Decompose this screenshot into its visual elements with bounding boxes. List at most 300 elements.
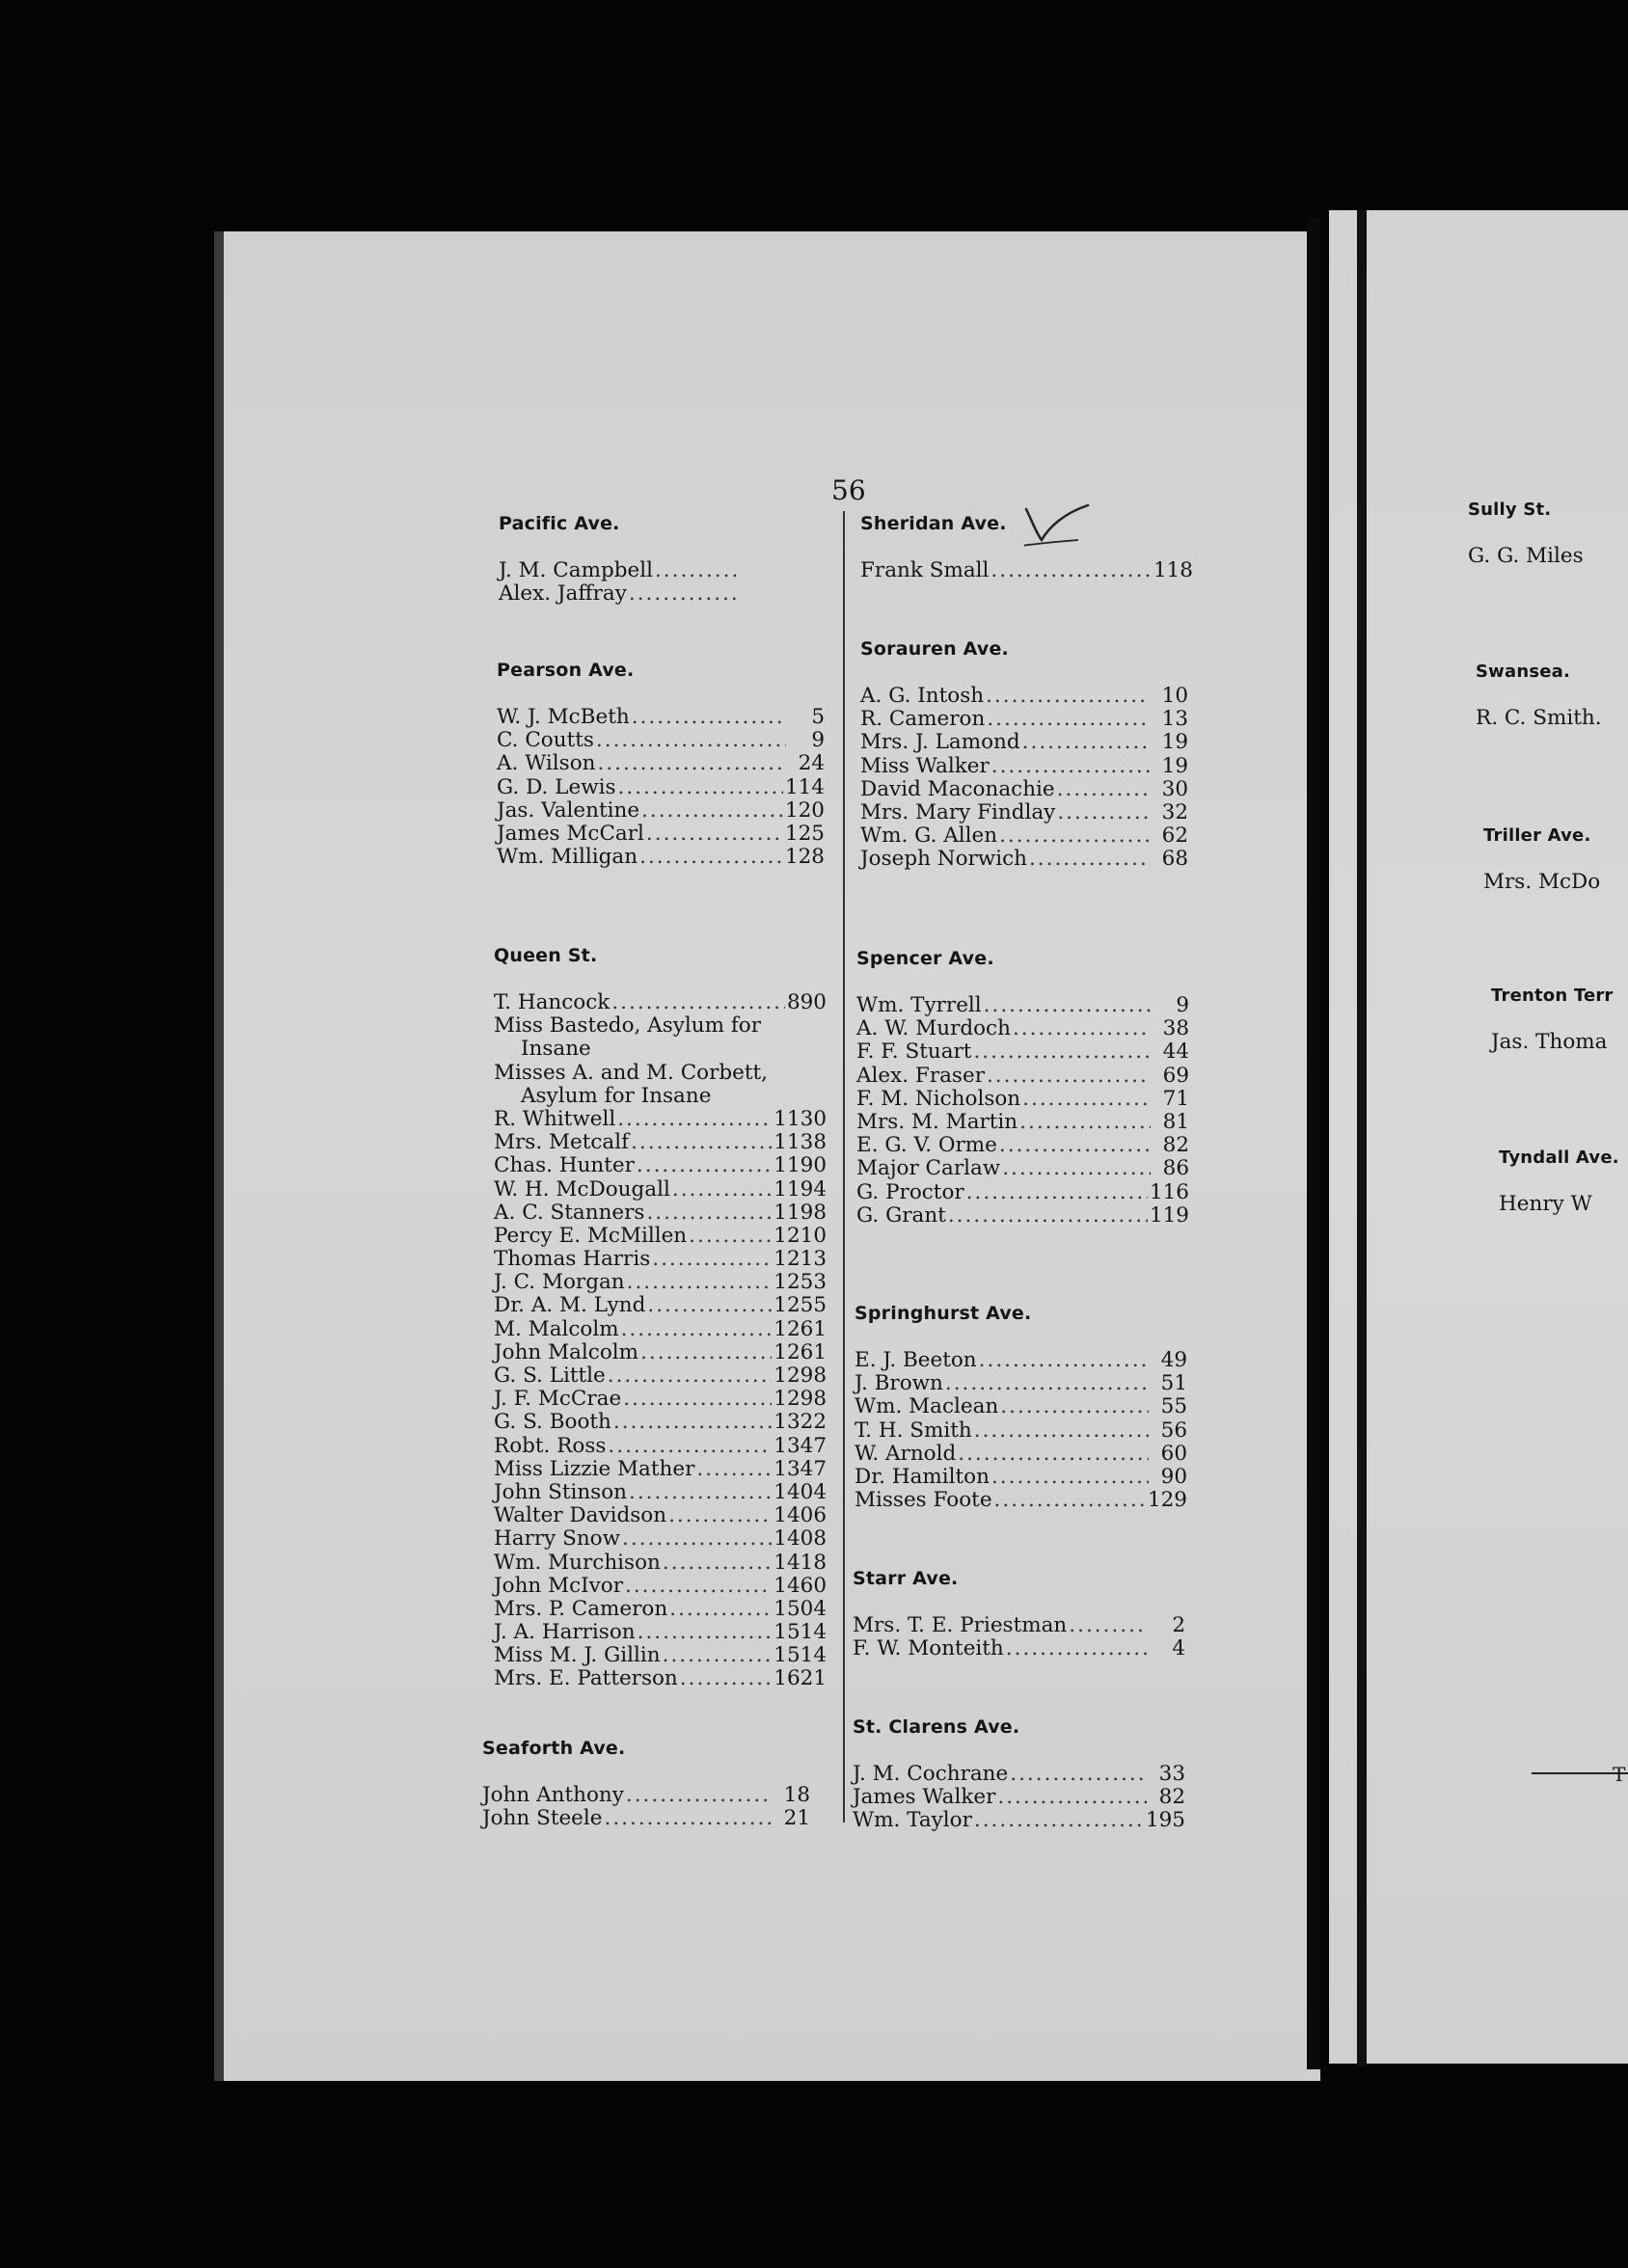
- directory-entry: [494, 1294, 827, 1317]
- right-page: [1329, 210, 1628, 2064]
- house-number: 24: [798, 751, 825, 776]
- directory-entry: [494, 1178, 827, 1202]
- resident-name: W. Arnold: [855, 1441, 957, 1466]
- street-heading: Springhurst Ave.: [855, 1303, 1032, 1324]
- directory-entry: [494, 1388, 827, 1411]
- directory-entry: [1491, 1031, 1628, 1054]
- resident-name: Miss Walker: [860, 753, 990, 778]
- directory-entry: [494, 1318, 827, 1341]
- house-number: 1504: [773, 1596, 827, 1621]
- resident-name: C. Coutts: [497, 728, 594, 753]
- resident-name: F. W. Monteith: [853, 1636, 1004, 1661]
- resident-name: G. S. Booth: [494, 1410, 611, 1435]
- leader-dots: [608, 1435, 772, 1458]
- directory-entry: [497, 846, 825, 869]
- leader-dots: [1057, 801, 1150, 824]
- leader-dots: [613, 1411, 772, 1434]
- house-number: 30: [1161, 776, 1188, 801]
- directory-entry: [1499, 1193, 1628, 1216]
- street-section: [856, 948, 1189, 1228]
- leader-dots: [974, 1809, 1144, 1832]
- directory-entry: [494, 1062, 827, 1085]
- directory-entry: [494, 1085, 827, 1108]
- house-number: 69: [1162, 1063, 1189, 1088]
- house-number: [742, 559, 778, 582]
- directory-entry: [497, 706, 825, 729]
- directory-entry: [860, 778, 1188, 801]
- directory-entry: [855, 1443, 1187, 1466]
- leader-dots: [680, 1667, 773, 1690]
- resident-name: Percy E. McMillen: [494, 1223, 688, 1248]
- house-number: 1460: [773, 1573, 827, 1598]
- house-number: 32: [1161, 799, 1188, 824]
- house-number: 1194: [773, 1176, 827, 1202]
- leader-dots: [621, 1318, 773, 1341]
- house-number: 1406: [773, 1503, 827, 1528]
- resident-name: R. Cameron: [860, 707, 986, 732]
- leader-dots: [623, 1388, 772, 1411]
- house-number: 19: [1161, 730, 1188, 755]
- resident-name: Insane: [521, 1037, 591, 1062]
- directory-entry: [856, 1065, 1189, 1088]
- directory-entry: [494, 1341, 827, 1364]
- resident-name: Miss Bastedo, Asylum for: [494, 1013, 762, 1039]
- resident-name: John Malcolm: [494, 1339, 639, 1364]
- house-number: 1213: [773, 1247, 827, 1272]
- resident-name: W. J. McBeth: [497, 705, 630, 729]
- house-number: 82: [1158, 1785, 1185, 1810]
- house-number: 1404: [773, 1479, 827, 1504]
- house-number: 129: [1147, 1488, 1187, 1513]
- leader-dots: [1069, 1614, 1147, 1637]
- resident-name: John Steele: [482, 1806, 603, 1831]
- street-heading: Triller Ave.: [1483, 825, 1591, 846]
- resident-name: A. Wilson: [497, 751, 596, 776]
- directory-entry: [494, 991, 827, 1014]
- street-heading: Spencer Ave.: [856, 948, 994, 969]
- resident-name: G. D. Lewis: [497, 774, 616, 799]
- directory-entry: [1476, 707, 1628, 730]
- street-section: [1491, 986, 1628, 1054]
- house-number: 21: [783, 1806, 810, 1831]
- directory-entry: [494, 1154, 827, 1177]
- house-number: [790, 1038, 827, 1061]
- house-number: 44: [1162, 1040, 1189, 1065]
- house-number: 2: [1172, 1613, 1185, 1637]
- street-heading: Sheridan Ave.: [860, 513, 1007, 534]
- resident-name: A. G. Intosh: [860, 684, 985, 708]
- directory-entry: [860, 848, 1188, 871]
- leader-dots: [1022, 731, 1150, 754]
- leader-dots: [945, 1372, 1149, 1395]
- street-section: [1468, 500, 1628, 568]
- house-number: 9: [811, 728, 825, 753]
- resident-name: Mrs. T. E. Priestman: [853, 1613, 1068, 1637]
- house-number: 116: [1149, 1179, 1189, 1204]
- page-gutter: [1307, 218, 1320, 2069]
- street-section: [1499, 1148, 1628, 1216]
- resident-name: Mrs. E. Patterson: [494, 1666, 678, 1691]
- directory-entry: [494, 1598, 827, 1621]
- house-number: [790, 1085, 827, 1108]
- house-number: 18: [783, 1783, 810, 1807]
- house-number: 55: [1160, 1394, 1187, 1419]
- directory-entry: [499, 559, 778, 582]
- leader-dots: [999, 824, 1150, 848]
- leader-dots: [1057, 778, 1150, 801]
- resident-name: M. Malcolm: [494, 1316, 619, 1341]
- resident-name: David Maconachie: [860, 776, 1055, 801]
- resident-name: Wm. Taylor: [853, 1808, 972, 1833]
- directory-entry: [494, 1131, 827, 1154]
- street-section: [860, 638, 1188, 872]
- leader-dots: [1010, 1763, 1147, 1786]
- resident-name: Mrs. P. Cameron: [494, 1596, 668, 1621]
- resident-name: G. S. Little: [494, 1364, 606, 1388]
- house-number: 125: [784, 821, 825, 846]
- leader-dots: [1022, 1088, 1151, 1111]
- leader-dots: [638, 1621, 773, 1644]
- street-section: [497, 660, 825, 869]
- house-number: 1347: [773, 1456, 827, 1481]
- leader-dots: [663, 1644, 773, 1667]
- resident-name: J. Brown: [855, 1371, 943, 1396]
- directory-entry: [497, 799, 825, 823]
- directory-entry: [860, 731, 1188, 754]
- leader-dots: [999, 1134, 1151, 1157]
- directory-entry: [482, 1807, 810, 1830]
- leader-dots: [598, 752, 787, 775]
- leader-dots: [593, 1038, 788, 1061]
- directory-entry: [856, 1204, 1189, 1228]
- directory-entry: [856, 994, 1189, 1017]
- house-number: 120: [784, 797, 825, 823]
- leader-dots: [984, 994, 1151, 1017]
- resident-name: R. Whitwell: [494, 1106, 616, 1131]
- house-number: 13: [1161, 707, 1188, 732]
- resident-name: G. G. Miles: [1468, 544, 1584, 568]
- house-number: 38: [1162, 1016, 1189, 1041]
- leader-dots: [611, 991, 785, 1014]
- directory-entry: [855, 1466, 1187, 1489]
- street-heading: Trenton Terr: [1491, 986, 1614, 1006]
- house-number: 5: [811, 705, 825, 729]
- directory-entry: [860, 708, 1188, 731]
- resident-name: Misses Foote: [855, 1488, 992, 1513]
- house-number: 10: [1161, 684, 1188, 708]
- column-divider: [843, 511, 845, 1822]
- resident-name: Chas. Hunter: [494, 1153, 635, 1178]
- house-number: 81: [1162, 1109, 1189, 1134]
- leader-dots: [987, 708, 1150, 731]
- house-number: 51: [1160, 1371, 1187, 1396]
- house-number: 1130: [773, 1106, 827, 1131]
- directory-entry: [860, 824, 1188, 848]
- street-heading: Tyndall Ave.: [1499, 1148, 1619, 1168]
- resident-name: Jas. Valentine: [497, 797, 640, 823]
- directory-entry: [482, 1784, 810, 1807]
- footer-fragment: T: [1613, 1763, 1626, 1786]
- leader-dots: [948, 1204, 1148, 1228]
- leader-dots: [994, 1489, 1146, 1512]
- page-number: 56: [831, 474, 866, 506]
- leader-dots: [1029, 848, 1150, 871]
- house-number: 19: [1161, 753, 1188, 778]
- resident-name: Walter Davidson: [494, 1503, 667, 1528]
- leader-dots: [647, 1294, 772, 1317]
- house-number: 90: [1160, 1464, 1187, 1489]
- leader-dots: [637, 1154, 772, 1177]
- leader-dots: [1000, 1395, 1149, 1418]
- resident-name: Frank Small: [860, 558, 990, 582]
- leader-dots: [973, 1040, 1151, 1064]
- leader-dots: [974, 1419, 1149, 1443]
- resident-name: Jas. Thoma: [1491, 1030, 1608, 1054]
- street-section: [499, 513, 778, 606]
- directory-entry: [860, 559, 1193, 582]
- resident-name: Asylum for Insane: [521, 1083, 712, 1108]
- directory-entry: [494, 1504, 827, 1527]
- leader-dots: [696, 1458, 772, 1481]
- resident-name: Major Carlaw: [856, 1156, 1001, 1181]
- resident-name: Robt. Ross: [494, 1433, 607, 1458]
- resident-name: J. F. McCrae: [494, 1387, 622, 1412]
- leader-dots: [629, 1481, 772, 1504]
- house-number: 1210: [773, 1223, 827, 1248]
- leader-dots: [655, 559, 740, 582]
- resident-name: G. Grant: [856, 1202, 946, 1228]
- leader-dots: [1006, 1637, 1147, 1660]
- resident-name: G. Proctor: [856, 1179, 964, 1204]
- directory-entry: [494, 1481, 827, 1504]
- resident-name: Wm. Maclean: [855, 1394, 999, 1419]
- house-number: 195: [1145, 1808, 1185, 1833]
- leader-dots: [991, 755, 1150, 778]
- house-number: 1418: [773, 1550, 827, 1575]
- leader-dots: [958, 1443, 1149, 1466]
- directory-entry: [494, 1038, 827, 1061]
- street-heading: Swansea.: [1476, 662, 1571, 682]
- street-section: [482, 1738, 810, 1830]
- house-number: 1198: [773, 1200, 827, 1225]
- resident-name: Wm. G. Allen: [860, 824, 998, 849]
- resident-name: Mrs. Metcalf: [494, 1130, 630, 1155]
- resident-name: Thomas Harris: [494, 1247, 651, 1272]
- street-section: [853, 1568, 1185, 1660]
- leader-dots: [605, 1807, 772, 1830]
- handwritten-checkmark: [1024, 501, 1092, 550]
- directory-entry: [497, 776, 825, 799]
- right-page-edge: [1357, 210, 1367, 2066]
- house-number: 128: [784, 845, 825, 870]
- directory-entry: [494, 1014, 827, 1038]
- house-number: 1261: [773, 1339, 827, 1364]
- resident-name: Mrs. M. Martin: [856, 1109, 1018, 1134]
- resident-name: E. J. Beeton: [855, 1348, 977, 1372]
- directory-entry: [494, 1575, 827, 1598]
- street-section: [1476, 662, 1628, 730]
- directory-entry: [855, 1395, 1187, 1418]
- house-number: 1138: [773, 1130, 827, 1155]
- leader-dots: [618, 776, 783, 799]
- directory-entry: [494, 1667, 827, 1690]
- street-heading: St. Clarens Ave.: [853, 1716, 1020, 1738]
- leader-dots: [979, 1349, 1149, 1372]
- leader-dots: [966, 1181, 1148, 1204]
- resident-name: A. W. Murdoch: [856, 1016, 1011, 1041]
- street-heading: Sully St.: [1468, 500, 1552, 520]
- resident-name: Mrs. McDo: [1483, 870, 1601, 894]
- leader-dots: [713, 1085, 788, 1108]
- street-heading: Sorauren Ave.: [860, 638, 1009, 660]
- house-number: 890: [786, 990, 827, 1014]
- house-number: 71: [1162, 1086, 1189, 1111]
- leader-dots: [663, 1552, 772, 1575]
- resident-name: John McIvor: [494, 1573, 624, 1598]
- leader-dots: [1002, 1157, 1151, 1180]
- resident-name: James Walker: [853, 1785, 996, 1810]
- resident-name: John Stinson: [494, 1479, 628, 1504]
- leader-dots: [629, 582, 740, 606]
- resident-name: Harry Snow: [494, 1526, 621, 1552]
- directory-entry: [855, 1349, 1187, 1372]
- directory-entry: [494, 1435, 827, 1458]
- directory-entry: [856, 1088, 1189, 1111]
- leader-dots: [627, 1271, 773, 1294]
- house-number: 118: [1153, 558, 1193, 582]
- resident-name: Misses A. and M. Corbett,: [494, 1060, 768, 1085]
- house-number: 68: [1161, 847, 1188, 872]
- resident-name: Wm. Milligan: [497, 845, 638, 870]
- directory-entry: [856, 1111, 1189, 1134]
- resident-name: Dr. A. M. Lynd: [494, 1293, 646, 1318]
- leader-dots: [990, 559, 1152, 582]
- directory-entry: [497, 752, 825, 775]
- street-section: [1483, 825, 1628, 894]
- leader-dots: [997, 1786, 1147, 1809]
- directory-entry: [853, 1637, 1185, 1660]
- house-number: 119: [1149, 1202, 1189, 1228]
- resident-name: W. H. McDougall: [494, 1176, 670, 1202]
- resident-name: Dr. Hamilton: [855, 1464, 990, 1489]
- house-number: 1255: [773, 1293, 827, 1318]
- directory-entry: [855, 1419, 1187, 1443]
- resident-name: Miss M. J. Gillin: [494, 1643, 661, 1668]
- leader-dots: [652, 1248, 772, 1271]
- directory-entry: [494, 1621, 827, 1644]
- resident-name: Mrs. Mary Findlay: [860, 799, 1056, 824]
- resident-name: J. A. Harrison: [494, 1620, 636, 1645]
- leader-dots: [1019, 1111, 1151, 1134]
- leader-dots: [596, 729, 786, 752]
- directory-entry: [494, 1248, 827, 1271]
- directory-entry: [494, 1202, 827, 1225]
- house-number: 56: [1160, 1418, 1187, 1443]
- directory-entry: [860, 755, 1188, 778]
- directory-entry: [855, 1372, 1187, 1395]
- street-section: [494, 945, 827, 1691]
- house-number: 9: [1176, 993, 1189, 1017]
- directory-entry: [497, 823, 825, 846]
- resident-name: James McCarl: [497, 821, 644, 846]
- house-number: 62: [1161, 824, 1188, 849]
- resident-name: Miss Lizzie Mather: [494, 1456, 695, 1481]
- directory-entry: [853, 1763, 1185, 1786]
- leader-dots: [646, 1202, 772, 1225]
- street-heading: Seaforth Ave.: [482, 1738, 626, 1759]
- directory-entry: [494, 1552, 827, 1575]
- house-number: 4: [1172, 1636, 1185, 1661]
- leader-dots: [622, 1527, 772, 1551]
- directory-entry: [494, 1225, 827, 1248]
- directory-entry: [494, 1271, 827, 1294]
- leader-dots: [689, 1225, 772, 1248]
- directory-entry: [860, 685, 1188, 708]
- leader-dots: [672, 1178, 772, 1202]
- house-number: 1514: [773, 1643, 827, 1668]
- house-number: 1298: [773, 1364, 827, 1388]
- resident-name: J. M. Campbell: [499, 558, 653, 582]
- directory-entry: [856, 1017, 1189, 1040]
- house-number: 1253: [773, 1270, 827, 1295]
- resident-name: T. H. Smith: [855, 1418, 972, 1443]
- resident-name: Wm. Tyrrell: [856, 993, 982, 1017]
- resident-name: A. C. Stanners: [494, 1200, 645, 1225]
- directory-entry: [853, 1809, 1185, 1832]
- street-heading: Pacific Ave.: [499, 513, 620, 534]
- leader-dots: [631, 1131, 772, 1154]
- resident-name: F. F. Stuart: [856, 1040, 972, 1065]
- directory-entry: [1483, 871, 1628, 894]
- house-number: 49: [1160, 1348, 1187, 1372]
- resident-name: J. C. Morgan: [494, 1270, 625, 1295]
- house-number: 1514: [773, 1620, 827, 1645]
- directory-entry: [497, 729, 825, 752]
- directory-entry: [1468, 545, 1628, 568]
- directory-entry: [494, 1411, 827, 1434]
- resident-name: R. C. Smith.: [1476, 706, 1602, 730]
- street-section: [855, 1303, 1187, 1512]
- resident-name: Joseph Norwich: [860, 847, 1027, 872]
- resident-name: Wm. Murchison: [494, 1550, 661, 1575]
- directory-entry: [856, 1181, 1189, 1204]
- resident-name: Alex. Fraser: [856, 1063, 985, 1088]
- leader-dots: [987, 1065, 1151, 1088]
- directory-entry: [494, 1527, 827, 1551]
- leader-dots: [1013, 1017, 1151, 1040]
- resident-name: Alex. Jaffray: [499, 581, 627, 607]
- leader-dots: [668, 1504, 772, 1527]
- leader-dots: [640, 1341, 772, 1364]
- resident-name: E. G. V. Orme: [856, 1133, 997, 1158]
- leader-dots: [626, 1784, 772, 1807]
- house-number: 60: [1160, 1441, 1187, 1466]
- directory-entry: [860, 801, 1188, 824]
- resident-name: T. Hancock: [494, 990, 610, 1014]
- house-number: 114: [784, 774, 825, 799]
- house-number: 86: [1162, 1156, 1189, 1181]
- directory-entry: [855, 1489, 1187, 1512]
- leader-dots: [625, 1575, 772, 1598]
- directory-entry: [494, 1108, 827, 1131]
- directory-entry: [856, 1040, 1189, 1064]
- house-number: 1322: [773, 1410, 827, 1435]
- leader-dots: [991, 1466, 1149, 1489]
- leader-dots: [986, 685, 1150, 708]
- directory-entry: [499, 582, 778, 606]
- leader-dots: [617, 1108, 772, 1131]
- house-number: 1621: [773, 1666, 827, 1691]
